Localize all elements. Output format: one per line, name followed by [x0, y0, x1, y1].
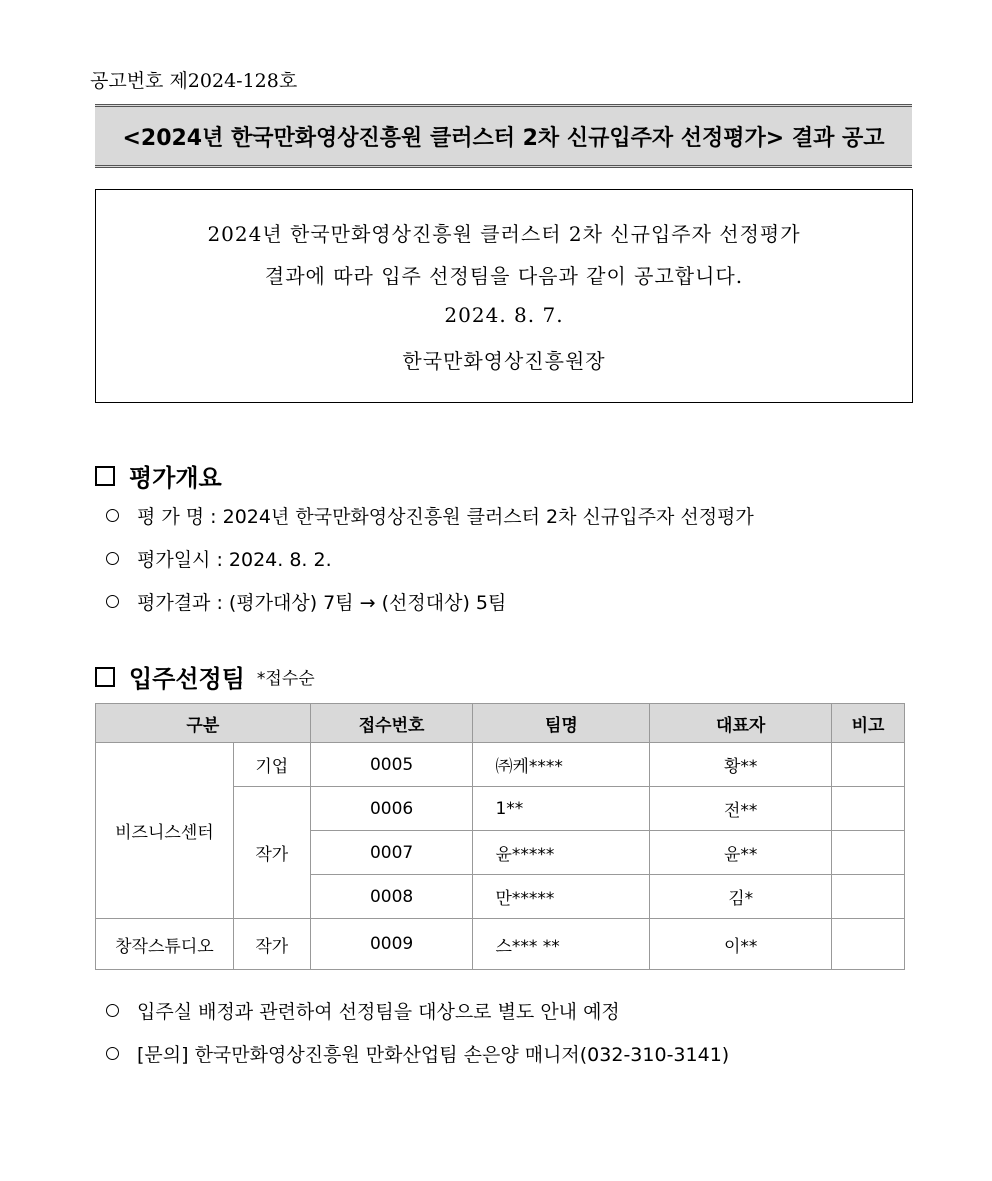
teams-heading [95, 659, 315, 694]
group-creative-studio: 창작스튜디오 [96, 919, 234, 970]
overview-item-text: 평가일시 : 2024. 8. 2. [137, 549, 332, 571]
selected-teams-table [95, 703, 905, 970]
intro-signer: 한국만화영상진흥원장 [402, 349, 606, 373]
overview-heading [95, 458, 222, 493]
representative: 황** [650, 743, 832, 787]
overview-item [106, 502, 754, 529]
intro-line-2: 결과에 따라 입주 선정팀을 다음과 같이 공고합니다. [264, 264, 744, 288]
receipt-no: 0007 [310, 831, 473, 875]
team-name: 만***** [473, 875, 650, 919]
footer-note [106, 997, 620, 1024]
announcement-title: <2024년 한국만화영상진흥원 클러스터 2차 신규입주자 선정평가> 결과 공고 [95, 104, 912, 168]
subgroup-company: 기업 [233, 743, 310, 787]
representative: 김* [650, 875, 832, 919]
header-remarks: 비고 [832, 704, 905, 743]
table-header-row [96, 704, 905, 743]
header-category: 구분 [96, 704, 311, 743]
header-receipt-no: 접수번호 [310, 704, 473, 743]
footer-contact-text: [문의] 한국만화영상진흥원 만화산업팀 손은양 매니저(032-310-3141) [137, 1044, 730, 1066]
table-row [96, 743, 905, 787]
representative: 윤** [650, 831, 832, 875]
overview-item [106, 545, 332, 572]
circle-bullet-icon [106, 552, 119, 565]
subgroup-artist: 작가 [233, 787, 310, 919]
team-name: 윤***** [473, 831, 650, 875]
receipt-no: 0005 [310, 743, 473, 787]
teams-order-note: *접수순 [256, 669, 315, 689]
remark [832, 743, 905, 787]
remark [832, 831, 905, 875]
team-name: 스*** ** [473, 919, 650, 970]
subgroup-artist: 작가 [233, 919, 310, 970]
receipt-no: 0006 [310, 787, 473, 831]
overview-item [106, 588, 506, 615]
circle-bullet-icon [106, 1047, 119, 1060]
receipt-no: 0008 [310, 875, 473, 919]
teams-heading-text: 입주선정팀 [129, 665, 245, 693]
circle-bullet-icon [106, 595, 119, 608]
footer-contact [106, 1040, 729, 1067]
receipt-no: 0009 [310, 919, 473, 970]
circle-bullet-icon [106, 509, 119, 522]
overview-item-text: 평가결과 : (평가대상) 7팀 → (선정대상) 5팀 [137, 592, 507, 614]
table-row [96, 919, 905, 970]
intro-date: 2024. 8. 7. [444, 303, 564, 327]
representative: 전** [650, 787, 832, 831]
intro-line-1: 2024년 한국만화영상진흥원 클러스터 2차 신규입주자 선정평가 [207, 222, 801, 246]
notice-number: 공고번호 제2024-128호 [90, 70, 298, 92]
header-representative: 대표자 [650, 704, 832, 743]
representative: 이** [650, 919, 832, 970]
team-name: 1** [473, 787, 650, 831]
header-team-name: 팀명 [473, 704, 650, 743]
group-business-center: 비즈니스센터 [96, 743, 234, 919]
overview-item-text: 평 가 명 : 2024년 한국만화영상진흥원 클러스터 2차 신규입주자 선정평가 [137, 506, 754, 528]
team-name: ㈜케**** [473, 743, 650, 787]
remark [832, 919, 905, 970]
footer-note-text: 입주실 배정과 관련하여 선정팀을 대상으로 별도 안내 예정 [137, 1001, 620, 1023]
remark [832, 787, 905, 831]
remark [832, 875, 905, 919]
checkbox-square-icon [95, 667, 115, 687]
circle-bullet-icon [106, 1004, 119, 1017]
overview-heading-text: 평가개요 [129, 464, 222, 492]
intro-box [95, 189, 913, 403]
checkbox-square-icon [95, 466, 115, 486]
